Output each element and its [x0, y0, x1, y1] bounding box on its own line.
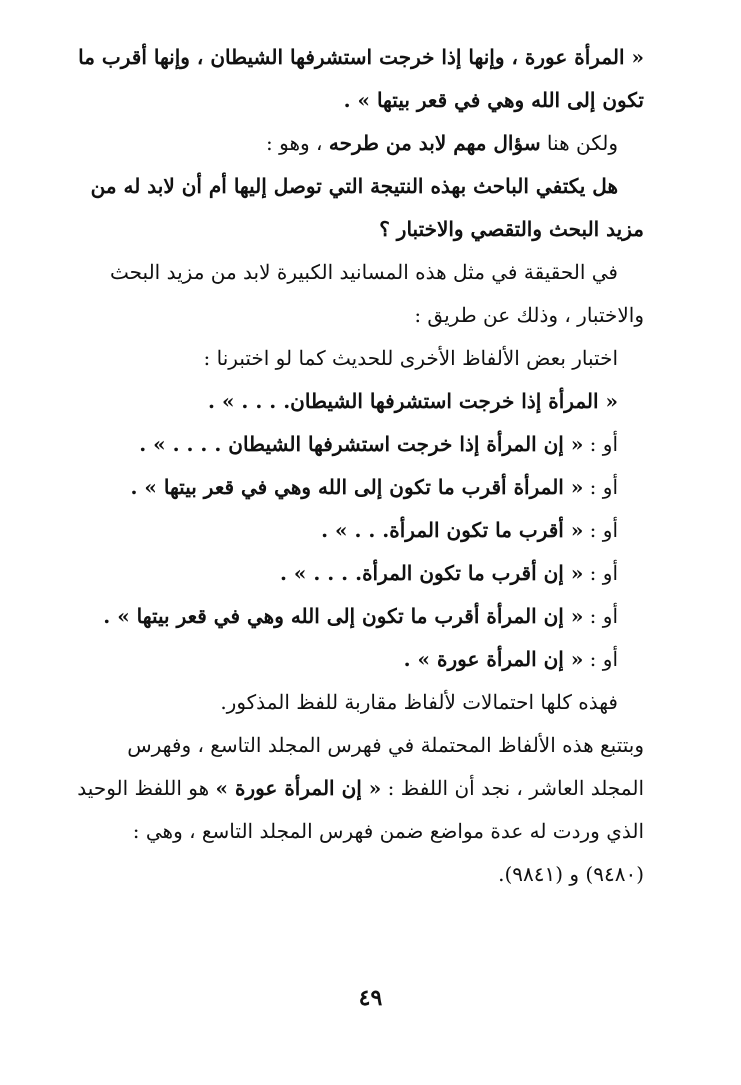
- text-line: تكون إلى الله وهي في قعر بيتها » .: [343, 88, 644, 112]
- text-line: ولكن هنا سؤال مهم لابد من طرحه ، وهو :: [266, 131, 618, 155]
- text-line: المجلد العاشر ، نجد أن اللفظ : « إن المرأة عورة » هو اللفظ الوحيد: [77, 776, 644, 800]
- text-line: فهذه كلها احتمالات لألفاظ مقاربة للفظ المذكور.: [220, 690, 618, 714]
- text-line: والاختبار ، وذلك عن طريق :: [414, 303, 644, 327]
- text-line: وبتتبع هذه الألفاظ المحتملة في فهرس المجلد التاسع ، وفهرس: [127, 733, 644, 757]
- text-line: هل يكتفي الباحث بهذه النتيجة التي توصل إليها أم أن لابد له من: [90, 174, 618, 198]
- quote-line: أو : « إن المرأة إذا خرجت استشرفها الشيطان . . . . » .: [139, 432, 618, 456]
- quote-line: أو : « المرأة أقرب ما تكون إلى الله وهي في قعر بيتها » .: [130, 475, 618, 499]
- text-line: « المرأة عورة ، وإنها إذا خرجت استشرفها الشيطان ، وإنها أقرب ما: [78, 45, 644, 69]
- quote-line: أو : « إن المرأة عورة » .: [403, 647, 618, 671]
- text-line: الذي وردت له عدة مواضع ضمن فهرس المجلد التاسع ، وهي :: [132, 819, 644, 843]
- quote-line: « المرأة إذا خرجت استشرفها الشيطان. . . . » .: [208, 389, 618, 413]
- text-line: (٩٤٨٠) و (٩٨٤١).: [498, 862, 644, 886]
- text-line: مزيد البحث والتقصي والاختبار ؟: [379, 217, 644, 241]
- quote-line: أو : « إن أقرب ما تكون المرأة. . . . » .: [279, 561, 618, 585]
- quote-line: أو : « إن المرأة أقرب ما تكون إلى الله وهي في قعر بيتها » .: [103, 604, 618, 628]
- quote-line: أو : « أقرب ما تكون المرأة. . . » .: [321, 518, 618, 542]
- text-line: اختبار بعض الألفاظ الأخرى للحديث كما لو اختبرنا :: [203, 346, 618, 370]
- page-number: ٤٩: [358, 985, 383, 1011]
- body-text: [72, 36, 644, 896]
- text-line: في الحقيقة في مثل هذه المسانيد الكبيرة لابد من مزيد البحث: [110, 260, 618, 284]
